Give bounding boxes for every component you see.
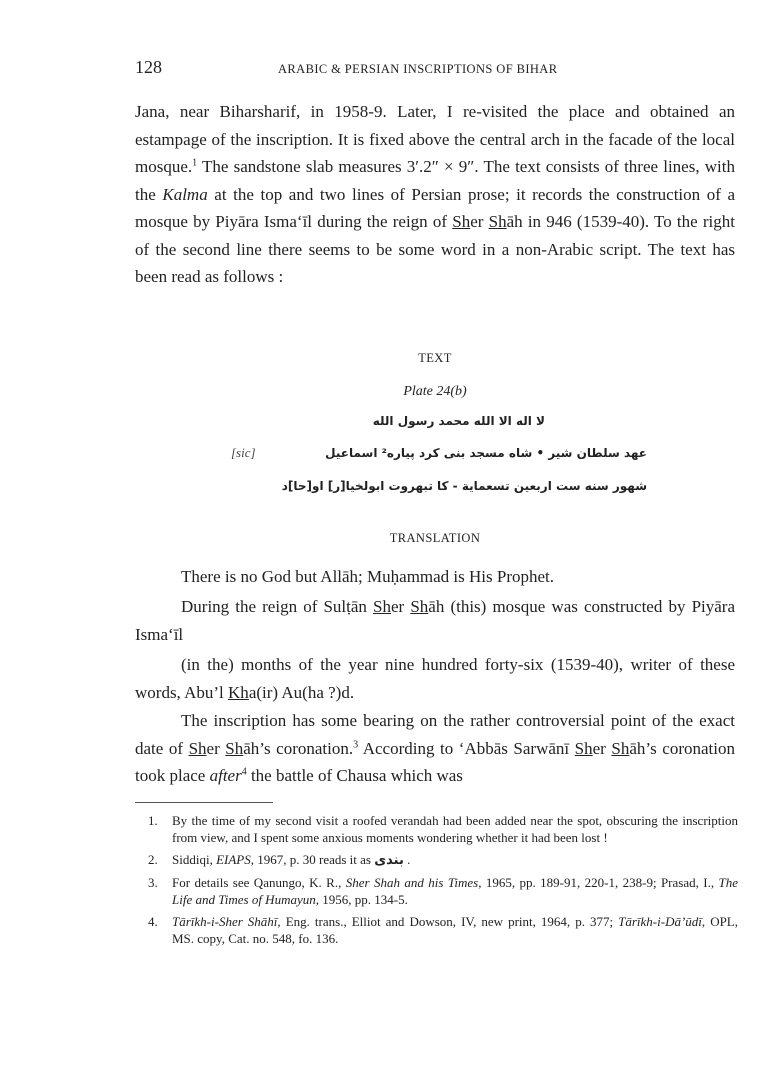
fn4-b: , OPL, MS. copy, Cat. no. 548, fo. 136. (172, 914, 738, 946)
footnote-text (172, 851, 738, 869)
translation-3-a: (in the) months of the year nine hundred forty-six (1539-40), writer of these words, Abu’l (135, 655, 735, 702)
closing-paragraph (135, 707, 735, 790)
closing-g: the battle of Chausa which was (246, 766, 463, 785)
fn4-a: , Eng. trans., Elliot and Dowson, IV, new print, 1964, p. 377; (277, 914, 619, 929)
closing-c: āh’s coronation. (243, 738, 354, 758)
footnote-ref-1: 1 (192, 157, 198, 169)
fn2-c: . (403, 852, 411, 867)
footnote-number: 3. (148, 875, 158, 890)
closing-sh1: Sh (188, 738, 207, 758)
footnote-text (172, 913, 738, 947)
plate-label: Plate 24(b) (403, 384, 467, 399)
fn4-italic-2: Tārīkh-i-Dā’ūdī (618, 914, 702, 929)
closing-sh4: Sh (611, 738, 630, 758)
translation-heading: TRANSLATION (389, 531, 481, 545)
intro-text-b: The sandstone slab measures 3′.2″ × 9″. The text consists of three lines, with the (135, 157, 735, 204)
footnote-2 (148, 851, 738, 869)
after-emphasis: after (209, 766, 242, 785)
closing-sh3: Sh (574, 738, 593, 758)
footnote-ref-3: 3 (353, 738, 359, 750)
closing-d: According to ‘Abbās Sarwānī (358, 738, 575, 758)
closing-b: er (206, 738, 226, 758)
fn4-italic-1: Tārīkh-i-Sher Shāhī (172, 914, 278, 929)
inscription-line-3: شهور سنه ست اربعین تسعمایة - کا تبهروت ابولخیا[ر] او[حا]د (281, 479, 647, 493)
text-heading: TEXT (418, 351, 452, 365)
translation-line-1: There is no God but Allāh; Muḥammad is His Prophet. (181, 567, 555, 586)
closing-sh2: Sh (225, 738, 244, 758)
intro-text-d: er (470, 212, 489, 231)
footnote-1 (148, 812, 738, 846)
closing-f: āh’s coronation took place (135, 738, 735, 785)
intro-sh-2: Sh (488, 212, 507, 231)
inscription-line-2: عهد سلطان شیر • شاه مسجد بنی کرد پیاره² اسماعیل (325, 446, 647, 460)
fn3-italic-1: Sher Shah and his Times (345, 875, 479, 890)
page-number: 128 (135, 57, 162, 77)
translation-2-a: During the reign of Sulṭān (181, 597, 374, 616)
intro-text-e: āh in 946 (1539-40). To the right of the second line there seems to be some word in a non-Arabic script. The text has been read as follows : (135, 212, 735, 286)
inscription-line-1: لا اله الا الله محمد رسول الله (372, 414, 545, 428)
fn3-a: For details see Qanungo, K. R., (172, 875, 346, 890)
intro-text-c: at the top and two lines of Persian prose; it records the construction of a mosque by Piyāra Isma‘īl during the reign of (135, 184, 735, 231)
fn3-italic-2: The Life and Times of Humayun (172, 875, 738, 907)
translation-line-3 (135, 651, 735, 706)
translation-2-sh2: Sh (410, 597, 429, 616)
translation-line-2 (135, 593, 735, 648)
footnote-number: 4. (148, 914, 158, 929)
footnote-4 (148, 913, 738, 947)
footnote-number: 1. (148, 813, 158, 828)
footnote-number: 2. (148, 852, 158, 867)
footnote-3 (148, 874, 738, 908)
translation-2-b: er (391, 597, 411, 616)
translation-2-sh1: Sh (373, 597, 391, 616)
closing-a: The inscription has some bearing on the rather controversial point of the exact date of (135, 711, 735, 758)
footnote-ref-4: 4 (241, 766, 247, 778)
fn2-arabic: بندی (374, 853, 404, 868)
kalma-term: Kalma (162, 184, 208, 204)
fn3-b: , 1965, pp. 189-91, 220-1, 238-9; Prasad, I., (478, 875, 719, 890)
sic-note: [sic] (231, 445, 256, 460)
footnote-rule (135, 802, 273, 803)
intro-text-a: Jana, near Biharsharif, in 1958-9. Later, I re-visited the place and obtained an estampage of the inscription. It is fixed above the central arch in the facade of the local mosque. (135, 102, 735, 176)
intro-sh-1: Sh (452, 212, 471, 231)
translation-3-b: a(ir) Au(ha ?)d. (248, 682, 355, 702)
running-title: ARABIC & PERSIAN INSCRIPTIONS OF BIHAR (278, 62, 558, 76)
closing-e: er (592, 738, 612, 758)
footnotes (148, 812, 738, 952)
translation-3-kh: Kh (228, 682, 249, 702)
footnote-text: By the time of my second visit a roofed verandah had been added near the spot, obscuring the inscription from view, and I spent some anxious moments wondering whether it had been lost ! (172, 813, 738, 845)
fn2-a: Siddiqi, (172, 852, 217, 867)
fn2-b: , 1967, p. 30 reads it as (250, 852, 375, 867)
fn2-italic: EIAPS (216, 852, 251, 867)
footnote-text (172, 874, 738, 908)
fn3-c: , 1956, pp. 134-5. (315, 892, 408, 907)
translation-2-c: āh (this) mosque was constructed by Piyāra Isma‘īl (135, 597, 736, 644)
intro-paragraph (135, 98, 735, 291)
